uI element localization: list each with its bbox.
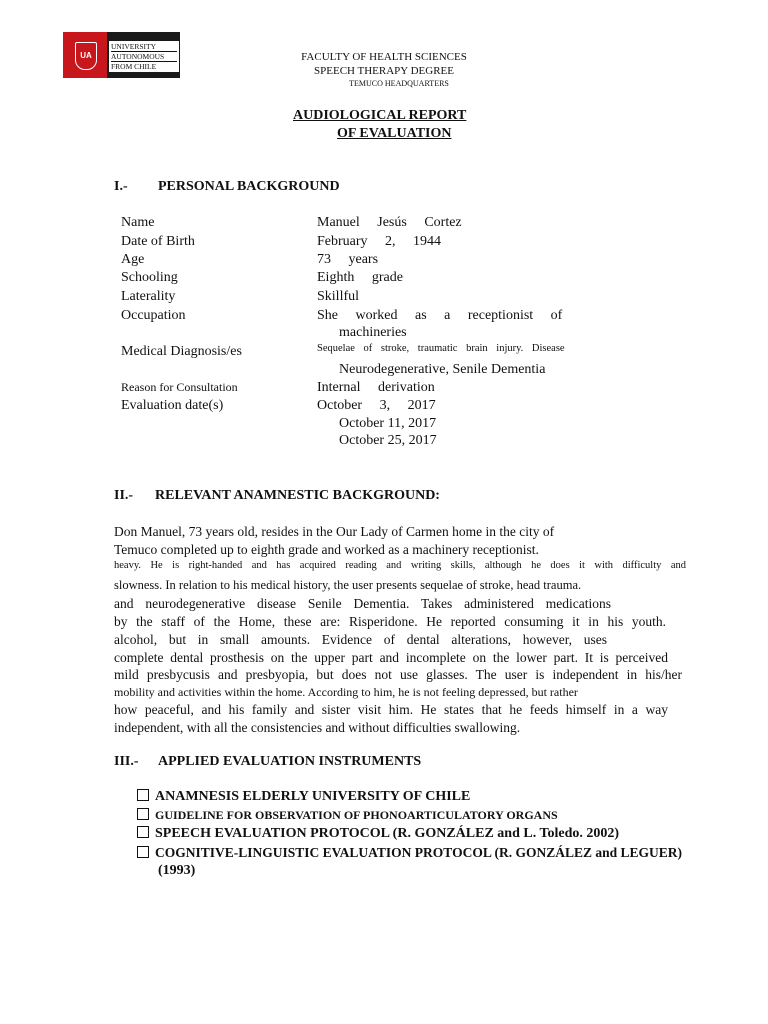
section-2-heading: RELEVANT ANAMNESTIC BACKGROUND: [155,488,440,503]
section-3-number: III.- [114,754,139,769]
paragraph-line: how peaceful, and his family and sister visit him. He states that he feeds himself in a way [114,702,668,717]
degree-name: SPEECH THERAPY DEGREE [314,65,454,77]
row-value: Skillful [317,289,360,304]
paragraph-line: independent, with all the consistencies and without difficulties swallowing. [114,720,521,735]
row-label: Medical Diagnosis/es [121,344,242,359]
checkbox-icon [137,826,149,838]
paragraph-line: slowness. In relation to his medical history, the user presents sequelae of stroke, head trauma. [114,578,582,592]
row-label: Occupation [121,308,186,323]
logo-line-1: UNIVERSITY [111,42,156,51]
logo-line-3: FROM CHILE [111,62,157,71]
row-value: Internal derivation [317,380,435,395]
paragraph-line: mild presbycusis and presbyopia, but does not use glasses. The user is independent in his/her [114,667,682,682]
list-item-text: SPEECH EVALUATION PROTOCOL (R. GONZÁLEZ and L. Toledo. 2002) [155,826,620,841]
row-label: Age [121,252,145,267]
paragraph-line: alcohol, but in small amounts. Evidence of dental alterations, however, uses [114,632,607,647]
checkbox-icon [137,846,149,858]
checkbox-icon [137,808,149,820]
list-item-text: ANAMNESIS ELDERLY UNIVERSITY OF CHILE [155,789,471,804]
list-item [137,826,619,842]
paragraph-line: heavy. He is right-handed and has acquired reading and writing skills, although he does it with difficulty and [114,560,686,571]
paragraph-line: Don Manuel, 73 years old, resides in the Our Lady of Carmen home in the city of [114,524,555,539]
section-2-number: II.- [114,488,134,503]
shield-icon: UA [75,42,97,70]
row-value: Manuel Jesús Cortez [317,215,462,230]
paragraph-line: mobility and activities within the home. According to him, he is not feeling depressed, but rather [114,685,578,699]
row-value-continued: Neurodegenerative, Senile Dementia [339,362,546,377]
row-value-continued: October 11, 2017 [339,416,437,431]
paragraph-line: by the staff of the Home, these are: Risperidone. He reported consuming it in his youth. [114,614,666,629]
list-item [137,789,470,805]
list-item-text: COGNITIVE-LINGUISTIC EVALUATION PROTOCOL (R. GONZÁLEZ and LEGUER) [155,845,682,860]
row-value: Sequelae of stroke, traumatic brain injury. Disease [317,343,565,354]
row-value: She worked as a receptionist of [317,308,563,323]
report-title-line-2: OF EVALUATION [337,126,452,141]
report-title-line-1: AUDIOLOGICAL REPORT [293,108,467,123]
row-label: Evaluation date(s) [121,398,224,413]
list-item-text: GUIDELINE FOR OBSERVATION OF PHONOARTICULATORY ORGANS [155,808,558,822]
paragraph-line: complete dental prosthesis on the upper part and incomplete on the lower part. It is perceived [114,650,668,665]
section-3-heading: APPLIED EVALUATION INSTRUMENTS [158,754,422,769]
row-value-continued: October 25, 2017 [339,433,437,448]
list-item [137,808,558,823]
row-value: 73 years [317,252,379,267]
row-label: Date of Birth [121,234,195,249]
list-item [137,845,682,861]
row-value: February 2, 1944 [317,234,442,249]
row-label: Schooling [121,270,178,285]
list-item-continued: (1993) [158,863,196,878]
row-label: Laterality [121,289,176,304]
faculty-name: FACULTY OF HEALTH SCIENCES [301,51,467,63]
row-label: Reason for Consultation [121,380,238,394]
paragraph-line: Temuco completed up to eighth grade and worked as a machinery receptionist. [114,542,539,557]
paragraph-line: and neurodegenerative disease Senile Dementia. Takes administered medications [114,596,611,611]
row-value: October 3, 2017 [317,398,436,413]
section-1-heading: PERSONAL BACKGROUND [158,179,340,194]
row-value: Eighth grade [317,270,403,285]
row-label: Name [121,215,155,230]
campus-name: TEMUCO HEADQUARTERS [349,79,449,88]
checkbox-icon [137,789,149,801]
row-value-continued: machineries [339,325,407,340]
section-1-number: I.- [114,179,128,194]
logo-line-2: AUTONOMOUS [111,51,177,62]
